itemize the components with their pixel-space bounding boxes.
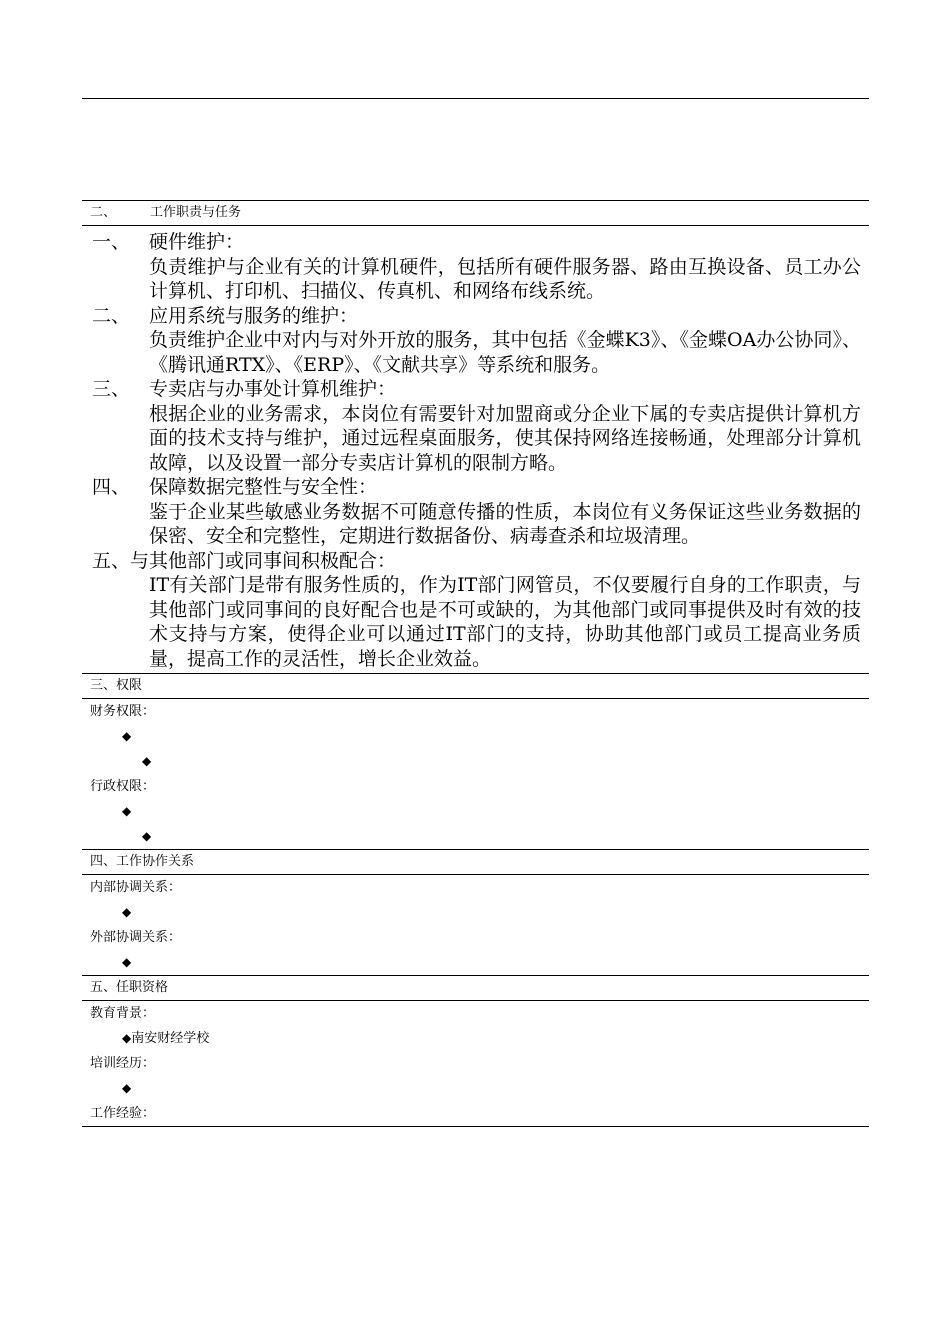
bullet-row [82, 724, 869, 749]
duty-item-stores [82, 377, 869, 475]
diamond-bullet-icon: ◆ [122, 729, 132, 743]
duty-title: 保障数据完整性与安全性： [149, 476, 378, 498]
diamond-bullet-icon: ◆ [142, 829, 152, 843]
duty-title: 硬件维护： [149, 231, 245, 253]
diamond-bullet-icon: ◆ [122, 905, 132, 919]
job-description-document [82, 200, 869, 1127]
duty-item-data-security [82, 475, 869, 549]
external-relations-label: 外部协调关系： [90, 930, 182, 945]
finance-authority-label: 财务权限： [90, 704, 156, 719]
section-title: 五、任职资格 [90, 980, 169, 995]
bullet-row [82, 1026, 869, 1051]
bullet-row [82, 1076, 869, 1101]
duty-description: 负责维护企业中对内与对外开放的服务，其中包括《金蝶K3》、《金蝶OA办公协同》、《腾讯通RTX》、《ERP》、《文献共享》等系统和服务。 [149, 329, 861, 376]
bullet-row [82, 749, 869, 774]
duty-number: 一、 [92, 231, 131, 253]
education-value: 南安财经学校 [131, 1031, 210, 1046]
section-heading-duties [82, 200, 869, 226]
duty-description: 鉴于企业某些敏感业务数据不可随意传播的性质，本岗位有义务保证这些业务数据的保密、安全和完整性，定期进行数据备份、病毒查杀和垃圾清理。 [149, 500, 861, 547]
diamond-bullet-icon: ◆ [122, 1081, 132, 1095]
duty-item-applications [82, 304, 869, 378]
duty-list [82, 226, 869, 673]
section-title: 四、工作协作关系 [90, 854, 195, 869]
diamond-bullet-icon: ◆ [122, 955, 132, 969]
duty-number: 四、 [92, 476, 131, 498]
bullet-row [82, 824, 869, 849]
education-label: 教育背景： [90, 1006, 156, 1021]
section-title: 三、权限 [90, 678, 143, 693]
duty-item-cooperation [82, 549, 869, 672]
bullet-row [82, 950, 869, 975]
section-heading-collaboration [82, 849, 869, 875]
diamond-bullet-icon: ◆ [122, 804, 132, 818]
diamond-bullet-icon: ◆ [122, 1031, 132, 1045]
section-heading-authority [82, 673, 869, 699]
duty-title: 五、与其他部门或同事间积极配合： [92, 549, 397, 572]
section-title: 工作职责与任务 [150, 205, 242, 220]
duty-title: 专卖店与办事处计算机维护： [149, 378, 397, 400]
duty-description: 根据企业的业务需求，本岗位有需要针对加盟商或分企业下属的专卖店提供计算机方面的技术支持与维护，通过远程桌面服务，使其保持网络连接畅通，处理部分计算机故障，以及设置一部分专卖店计算机的限制方略。 [149, 402, 861, 474]
header-rule [82, 98, 869, 99]
diamond-bullet-icon: ◆ [142, 754, 152, 768]
duty-title: 应用系统与服务的维护： [149, 304, 359, 327]
duty-description: IT有关部门是带有服务性质的，作为IT部门网管员，不仅要履行自身的工作职责，与其他部门或同事间的良好配合也是不可或缺的，为其他部门或同事提供及时有效的技术支持与方案，使得企业可以通过IT部门的支持，协助其他部门或员工提高业务质量，提高工作的灵活性，增长企业效益。 [149, 574, 861, 670]
duty-item-hardware [82, 230, 869, 304]
closing-rule [82, 1126, 869, 1127]
bullet-row [82, 900, 869, 925]
experience-label: 工作经验： [90, 1106, 156, 1121]
section-heading-qualifications [82, 975, 869, 1001]
bullet-row [82, 799, 869, 824]
admin-authority-label: 行政权限： [90, 779, 156, 794]
duty-description: 负责维护与企业有关的计算机硬件，包括所有硬件服务器、路由互换设备、员工办公计算机、打印机、扫描仪、传真机、和网络布线系统。 [149, 255, 861, 302]
section-number: 二、 [90, 205, 117, 220]
duty-number: 三、 [92, 378, 131, 400]
internal-relations-label: 内部协调关系： [90, 880, 182, 895]
duty-number: 二、 [92, 304, 131, 327]
training-label: 培训经历： [90, 1056, 156, 1071]
